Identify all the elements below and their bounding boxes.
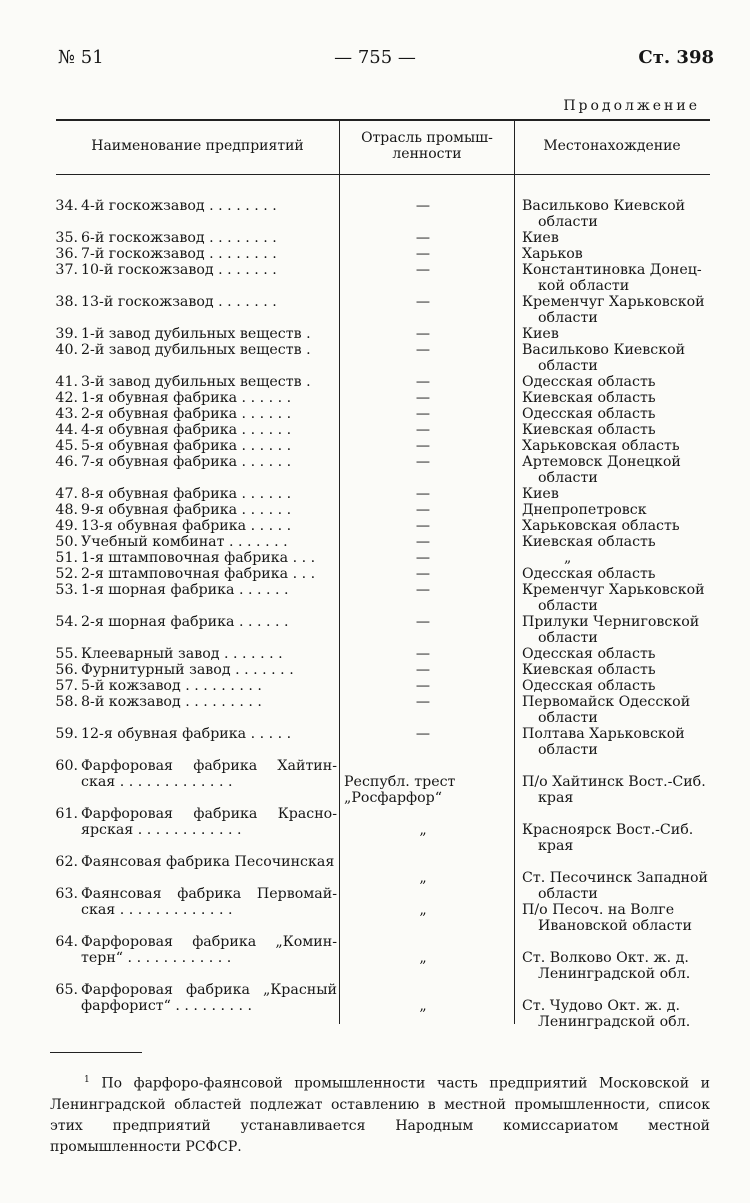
location-line: Васильково Киевской (522, 198, 686, 214)
location-cell (522, 406, 712, 422)
row-number: 40. (55, 342, 78, 358)
location-cell (522, 662, 712, 678)
enterprise-name: 10-й госкожзавод . . . . . . . (81, 262, 277, 278)
column-header-name: Наименование предприятий (91, 138, 304, 154)
industry-cell: „ (419, 902, 427, 918)
row-number: 62. (55, 854, 78, 870)
location-cell (522, 566, 712, 582)
location-line-continued: области (538, 630, 598, 646)
row-number: 37. (55, 262, 78, 278)
location-cell (522, 294, 712, 326)
enterprise-name: Фарфоровая фабрика „Комин- терн“ . . . . . . . . . . . . (81, 934, 337, 966)
page-header-right: Ст. 398 (638, 47, 714, 68)
location-line: Кременчуг Харьковской (522, 294, 705, 310)
location-line-continued: области (538, 214, 598, 230)
industry-cell: — (415, 646, 431, 662)
enterprise-name: 2-я штамповочная фабрика . . . (81, 566, 316, 582)
location-cell (522, 902, 712, 934)
row-number: 65. (55, 982, 78, 998)
location-line: Красноярск Вост.-Сиб. (522, 822, 694, 838)
industry-cell: „ (419, 822, 427, 838)
location-cell (522, 646, 712, 662)
location-cell (522, 998, 712, 1030)
industry-cell: — (415, 550, 431, 566)
location-line: Ст. Чудово Окт. ж. д. (522, 998, 681, 1014)
enterprise-name: Фурнитурный завод . . . . . . . (81, 662, 294, 678)
enterprise-name: Фарфоровая фабрика „Красный фарфорист“ . . . . . . . . . (81, 982, 337, 1014)
location-cell (522, 534, 712, 550)
enterprise-name: 3-й завод дубильных веществ . (81, 374, 311, 390)
industry-cell: — (415, 342, 431, 358)
row-number: 48. (55, 502, 78, 518)
location-line: Харьковская область (522, 518, 680, 534)
industry-cell: — (415, 422, 431, 438)
enterprise-name: 8-я обувная фабрика . . . . . . (81, 486, 292, 502)
location-cell (522, 422, 712, 438)
footnote (50, 1070, 710, 1158)
location-line: Ст. Песочинск Западной (522, 870, 708, 886)
location-cell (522, 518, 712, 534)
row-number: 56. (55, 662, 78, 678)
location-line: Киевская область (522, 662, 656, 678)
location-line-continued: области (538, 470, 598, 486)
row-number: 60. (55, 758, 78, 774)
location-line: Константиновка Донец- (522, 262, 702, 278)
enterprise-name: Фарфоровая фабрика Хайтин- ская . . . . . . . . . . . . . (81, 758, 337, 790)
row-number: 51. (55, 550, 78, 566)
industry-cell: — (415, 454, 431, 470)
industry-cell: — (415, 294, 431, 310)
enterprise-name: 1-я обувная фабрика . . . . . . (81, 390, 292, 406)
table-head-rule (56, 174, 710, 175)
row-number: 44. (55, 422, 78, 438)
row-number: 41. (55, 374, 78, 390)
industry-cell: — (415, 534, 431, 550)
location-line: „ (564, 550, 572, 566)
row-number: 39. (55, 326, 78, 342)
row-number: 47. (55, 486, 78, 502)
industry-cell: — (415, 230, 431, 246)
location-line: Киев (522, 486, 559, 502)
industry-cell: — (415, 246, 431, 262)
enterprise-name: 5-й кожзавод . . . . . . . . . (81, 678, 262, 694)
enterprise-name: 1-й завод дубильных веществ . (81, 326, 311, 342)
location-cell (522, 550, 712, 566)
industry-cell: — (415, 438, 431, 454)
enterprise-name: 4-й госкожзавод . . . . . . . . (81, 198, 277, 214)
enterprise-name: 2-й завод дубильных веществ . (81, 342, 311, 358)
location-line: П/о Песоч. на Волге (522, 902, 675, 918)
row-number: 63. (55, 886, 78, 902)
enterprise-name: Клееварный завод . . . . . . . (81, 646, 283, 662)
enterprise-name: 13-й госкожзавод . . . . . . . (81, 294, 277, 310)
industry-cell: — (415, 374, 431, 390)
enterprise-name: 7-я обувная фабрика . . . . . . (81, 454, 292, 470)
location-line-continued: края (538, 790, 574, 806)
footnote-mark: 1 (84, 1075, 90, 1085)
enterprise-name: Учебный комбинат . . . . . . . (81, 534, 288, 550)
industry-cell: — (415, 518, 431, 534)
location-line: Одесская область (522, 374, 656, 390)
row-number: 42. (55, 390, 78, 406)
industry-cell: — (415, 662, 431, 678)
location-line: Одесская область (522, 678, 656, 694)
location-cell (522, 726, 712, 758)
row-number: 50. (55, 534, 78, 550)
row-number: 34. (55, 198, 78, 214)
location-cell (522, 342, 712, 374)
location-line: Днепропетровск (522, 502, 647, 518)
row-number: 52. (55, 566, 78, 582)
enterprise-name: 8-й кожзавод . . . . . . . . . (81, 694, 262, 710)
enterprise-name: 9-я обувная фабрика . . . . . . (81, 502, 292, 518)
row-number: 45. (55, 438, 78, 454)
page-header-left: № 51 (58, 47, 104, 68)
column-header-location: Местонахождение (543, 138, 681, 154)
row-number: 57. (55, 678, 78, 694)
row-number: 64. (55, 934, 78, 950)
enterprise-name: Фарфоровая фабрика Красно- ярская . . . . . . . . . . . . (81, 806, 337, 838)
location-line-continued: области (538, 742, 598, 758)
industry-cell: — (415, 326, 431, 342)
location-line: Киевская область (522, 422, 656, 438)
location-line: Полтава Харьковской (522, 726, 685, 742)
industry-cell: Республ. трест „Росфарфор“ (344, 774, 456, 806)
row-number: 61. (55, 806, 78, 822)
location-line-continued: области (538, 310, 598, 326)
industry-cell: — (415, 198, 431, 214)
enterprise-name: 1-я штамповочная фабрика . . . (81, 550, 316, 566)
location-cell (522, 678, 712, 694)
location-line: Харьков (522, 246, 583, 262)
enterprise-name: Фаянсовая фабрика Песочинская (81, 854, 335, 870)
location-line: Ст. Волково Окт. ж. д. (522, 950, 689, 966)
industry-cell: — (415, 262, 431, 278)
location-line-continued: области (538, 710, 598, 726)
location-line: П/о Хайтинск Вост.-Сиб. (522, 774, 706, 790)
location-cell (522, 230, 712, 246)
location-cell (522, 950, 712, 982)
footnote-rule (50, 1052, 142, 1053)
location-cell (522, 438, 712, 454)
location-cell (522, 614, 712, 646)
location-line: Одесская область (522, 406, 656, 422)
row-number: 38. (55, 294, 78, 310)
enterprise-name: 6-й госкожзавод . . . . . . . . (81, 230, 277, 246)
location-line-continued: области (538, 886, 598, 902)
row-number: 53. (55, 582, 78, 598)
footnote-text: По фарфоро-фаянсовой промышленности часть предприятий Московской и Ленинградской областей подлежат оставлению в местной промышленности, список этих предприятий устанавливается Народным комиссариатом местной промышленности РСФСР. (50, 1075, 711, 1155)
row-number: 54. (55, 614, 78, 630)
location-cell (522, 582, 712, 614)
industry-cell: „ (419, 998, 427, 1014)
location-line-continued: области (538, 598, 598, 614)
location-cell (522, 454, 712, 486)
location-cell (522, 502, 712, 518)
row-number: 59. (55, 726, 78, 742)
location-line: Прилуки Черниговской (522, 614, 700, 630)
location-cell (522, 694, 712, 726)
industry-cell: — (415, 406, 431, 422)
industry-cell: „ (419, 950, 427, 966)
location-line-continued: Ленинградской обл. (538, 966, 691, 982)
enterprise-name: Фаянсовая фабрика Первомай- ская . . . . . . . . . . . . . (81, 886, 337, 918)
location-line: Кременчуг Харьковской (522, 582, 705, 598)
enterprise-name: 7-й госкожзавод . . . . . . . . (81, 246, 277, 262)
industry-cell: „ (419, 870, 427, 886)
row-number: 43. (55, 406, 78, 422)
location-line: Киев (522, 230, 559, 246)
industry-cell: — (415, 678, 431, 694)
industry-cell: — (415, 502, 431, 518)
row-number: 58. (55, 694, 78, 710)
industry-cell: — (415, 486, 431, 502)
location-line: Киевская область (522, 534, 656, 550)
location-cell (522, 262, 712, 294)
location-cell (522, 246, 712, 262)
industry-cell: — (415, 726, 431, 742)
row-number: 35. (55, 230, 78, 246)
location-cell (522, 198, 712, 230)
row-number: 55. (55, 646, 78, 662)
location-line-continued: кой области (538, 278, 630, 294)
location-line-continued: края (538, 838, 574, 854)
location-line: Одесская область (522, 646, 656, 662)
location-line: Харьковская область (522, 438, 680, 454)
location-cell (522, 822, 712, 854)
row-number: 46. (55, 454, 78, 470)
location-cell (522, 374, 712, 390)
row-number: 36. (55, 246, 78, 262)
location-cell (522, 486, 712, 502)
location-line-continued: Ивановской области (538, 918, 692, 934)
location-line: Киевская область (522, 390, 656, 406)
page-number: — 755 — (334, 47, 416, 68)
enterprise-name: 4-я обувная фабрика . . . . . . (81, 422, 292, 438)
enterprise-name: 2-я шорная фабрика . . . . . . (81, 614, 289, 630)
location-cell (522, 774, 712, 806)
industry-cell: — (415, 566, 431, 582)
location-line: Первомайск Одесской (522, 694, 691, 710)
column-divider-2 (514, 120, 515, 1024)
industry-cell: — (415, 614, 431, 630)
enterprise-name: 12-я обувная фабрика . . . . . (81, 726, 292, 742)
location-cell (522, 870, 712, 902)
industry-cell: — (415, 582, 431, 598)
location-line: Одесская область (522, 566, 656, 582)
location-line-continued: Ленинградской обл. (538, 1014, 691, 1030)
row-number: 49. (55, 518, 78, 534)
location-cell (522, 390, 712, 406)
location-line: Васильково Киевской (522, 342, 686, 358)
industry-cell: — (415, 694, 431, 710)
column-header-industry: Отрасль промыш- ленности (361, 130, 493, 162)
location-line-continued: области (538, 358, 598, 374)
industry-cell: — (415, 390, 431, 406)
enterprise-name: 5-я обувная фабрика . . . . . . (81, 438, 292, 454)
enterprise-name: 2-я обувная фабрика . . . . . . (81, 406, 292, 422)
location-cell (522, 326, 712, 342)
continuation-label: Продолжение (563, 98, 700, 114)
location-line: Артемовск Донецкой (522, 454, 681, 470)
enterprise-name: 13-я обувная фабрика . . . . . (81, 518, 292, 534)
location-line: Киев (522, 326, 559, 342)
enterprise-name: 1-я шорная фабрика . . . . . . (81, 582, 289, 598)
